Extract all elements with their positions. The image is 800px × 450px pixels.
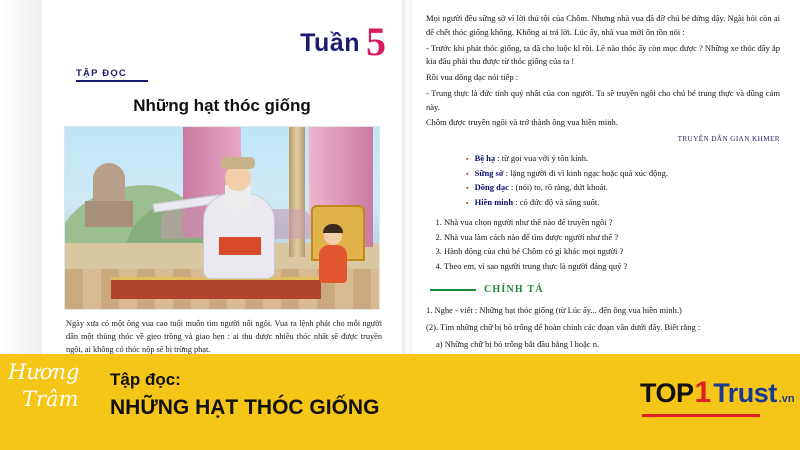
week-heading	[300, 19, 386, 64]
vocab-term: Sững sờ	[474, 167, 504, 178]
week-label: Tuần	[300, 29, 360, 57]
logo-one-text: 1	[694, 376, 712, 409]
logo-underline	[642, 414, 760, 417]
section-tag-tapdoc: TẬP ĐỌC	[76, 68, 127, 79]
list-item: 4. Theo em, vì sao người trung thực là người đáng quý ?	[444, 260, 780, 274]
banner-title: NHỮNG HẠT THÓC GIỐNG	[110, 396, 380, 419]
watermark-line-2: Trâm	[22, 387, 79, 411]
story-paragraph: - Trung thực là đức tính quý nhất của con người. Ta sẽ truyền ngôi cho chú bé trung thực và dũng cảm này.	[426, 87, 780, 112]
king-sash	[219, 237, 261, 255]
boy-body	[319, 245, 347, 283]
vocab-gloss: từ gọi vua với ý tôn kính.	[501, 152, 589, 163]
vocab-term: Hiền minh	[474, 197, 514, 208]
chinhta-item-2: (2). Tìm những chữ bị bỏ trống để hoàn chỉnh các đoạn văn dưới đây. Biết rằng :	[426, 321, 701, 332]
vocab-gloss: có đức độ và sáng suốt.	[519, 197, 600, 208]
story-paragraph: Rồi vua dõng dạc nói tiếp :	[426, 72, 519, 83]
banner-subtitle: Tập đọc:	[110, 370, 181, 389]
vocab-gloss: lặng người đi vì kinh ngạc hoặc quá xúc động.	[510, 167, 669, 178]
story-paragraph: Chôm được truyền ngôi và trở thành ông vua hiền minh.	[426, 117, 618, 128]
banner-text-block	[110, 370, 379, 420]
top1trust-logo[interactable]	[640, 376, 795, 430]
chinhta-item-1: 1. Nghe - viết : Những hạt thóc giống (từ Lúc ấy... đến ông vua hiền minh.)	[426, 305, 682, 316]
section-header-chinhta	[430, 282, 780, 298]
watermark-line-1: Hương	[8, 360, 80, 384]
bottom-banner	[0, 354, 800, 450]
logo-top-text: TOP	[640, 378, 694, 408]
story-paragraph: - Trước khi phát thóc giống, ta đã cho luộc kĩ rồi. Lẽ nào thóc ấy còn mọc được ? Những xe thóc đầy ắp kia đâu phải thu được từ thóc giống của ta !	[426, 42, 780, 67]
list-item: 1. Nhà vua chọn người như thế nào để truyền ngôi ?	[444, 216, 780, 230]
list-item: ▪ Bệ hạ : từ gọi vua với ý tôn kính.	[466, 152, 780, 166]
temple-icon	[83, 163, 135, 227]
story-paragraph: Mọi người đều sững sờ vì lời thú tội của Chôm. Nhưng nhà vua đã đỡ chú bé đứng dậy. Ngài hỏi còn ai để chết thóc giống không. Không ai trả lời. Lúc ấy, nhà vua mới ôn tồn nói :	[426, 13, 780, 37]
questions-list	[444, 216, 780, 274]
lesson-title: Những hạt thóc giống	[133, 96, 311, 115]
list-item: ▪ Dõng dạc : (nói) to, rõ ràng, dứt khoát.	[466, 181, 780, 195]
logo-row	[640, 376, 795, 410]
list-item: 3. Hành động của chú bé Chôm có gì khác mọi người ?	[444, 245, 780, 259]
story-source: TRUYỆN DÂN GIAN KHMER	[677, 135, 780, 144]
story-text	[426, 12, 780, 396]
red-carpet	[111, 277, 321, 299]
week-number: 5	[366, 19, 386, 64]
boy-figure	[313, 219, 353, 283]
logo-trust-text: Trust	[713, 378, 777, 408]
list-item: ▪ Sững sờ : lặng người đi vì kinh ngạc hoặc quá xúc động.	[466, 167, 780, 181]
crown-icon	[221, 157, 255, 169]
left-page-paragraph: Ngày xưa có một ông vua cao tuổi muốn tìm người nối ngôi. Vua ra lệnh phát cho mỗi người dân một thùng thóc về gieo trồng và giao hẹn : ai thu được nhiều thóc nhất sẽ được truyền ngôi, ai không có thóc nộp sẽ bị trừng phạt.	[66, 319, 382, 354]
section-rule-green	[430, 289, 476, 291]
vocabulary-list	[426, 152, 780, 210]
logo-tld-text: .vn	[778, 393, 795, 405]
section-rule	[76, 80, 148, 82]
king-figure	[197, 159, 281, 279]
vocab-term: Dõng dạc	[474, 182, 509, 193]
list-item: 2. Nhà vua làm cách nào để tìm được người như thế ?	[444, 231, 780, 245]
list-item: ▪ Hiền minh : có đức độ và sáng suốt.	[466, 196, 780, 210]
boy-hair	[323, 224, 343, 233]
chinhta-item-2a: a) Những chữ bị bỏ trống bắt đầu bằng l hoặc n.	[436, 338, 600, 349]
section-tag-chinhta: CHÍNH TẢ	[484, 283, 544, 295]
watermark-logo	[8, 362, 104, 442]
vocab-term: Bệ hạ	[474, 152, 496, 163]
vocab-gloss: (nói) to, rõ ràng, dứt khoát.	[515, 182, 608, 193]
king-and-boy-illustration	[64, 126, 380, 310]
